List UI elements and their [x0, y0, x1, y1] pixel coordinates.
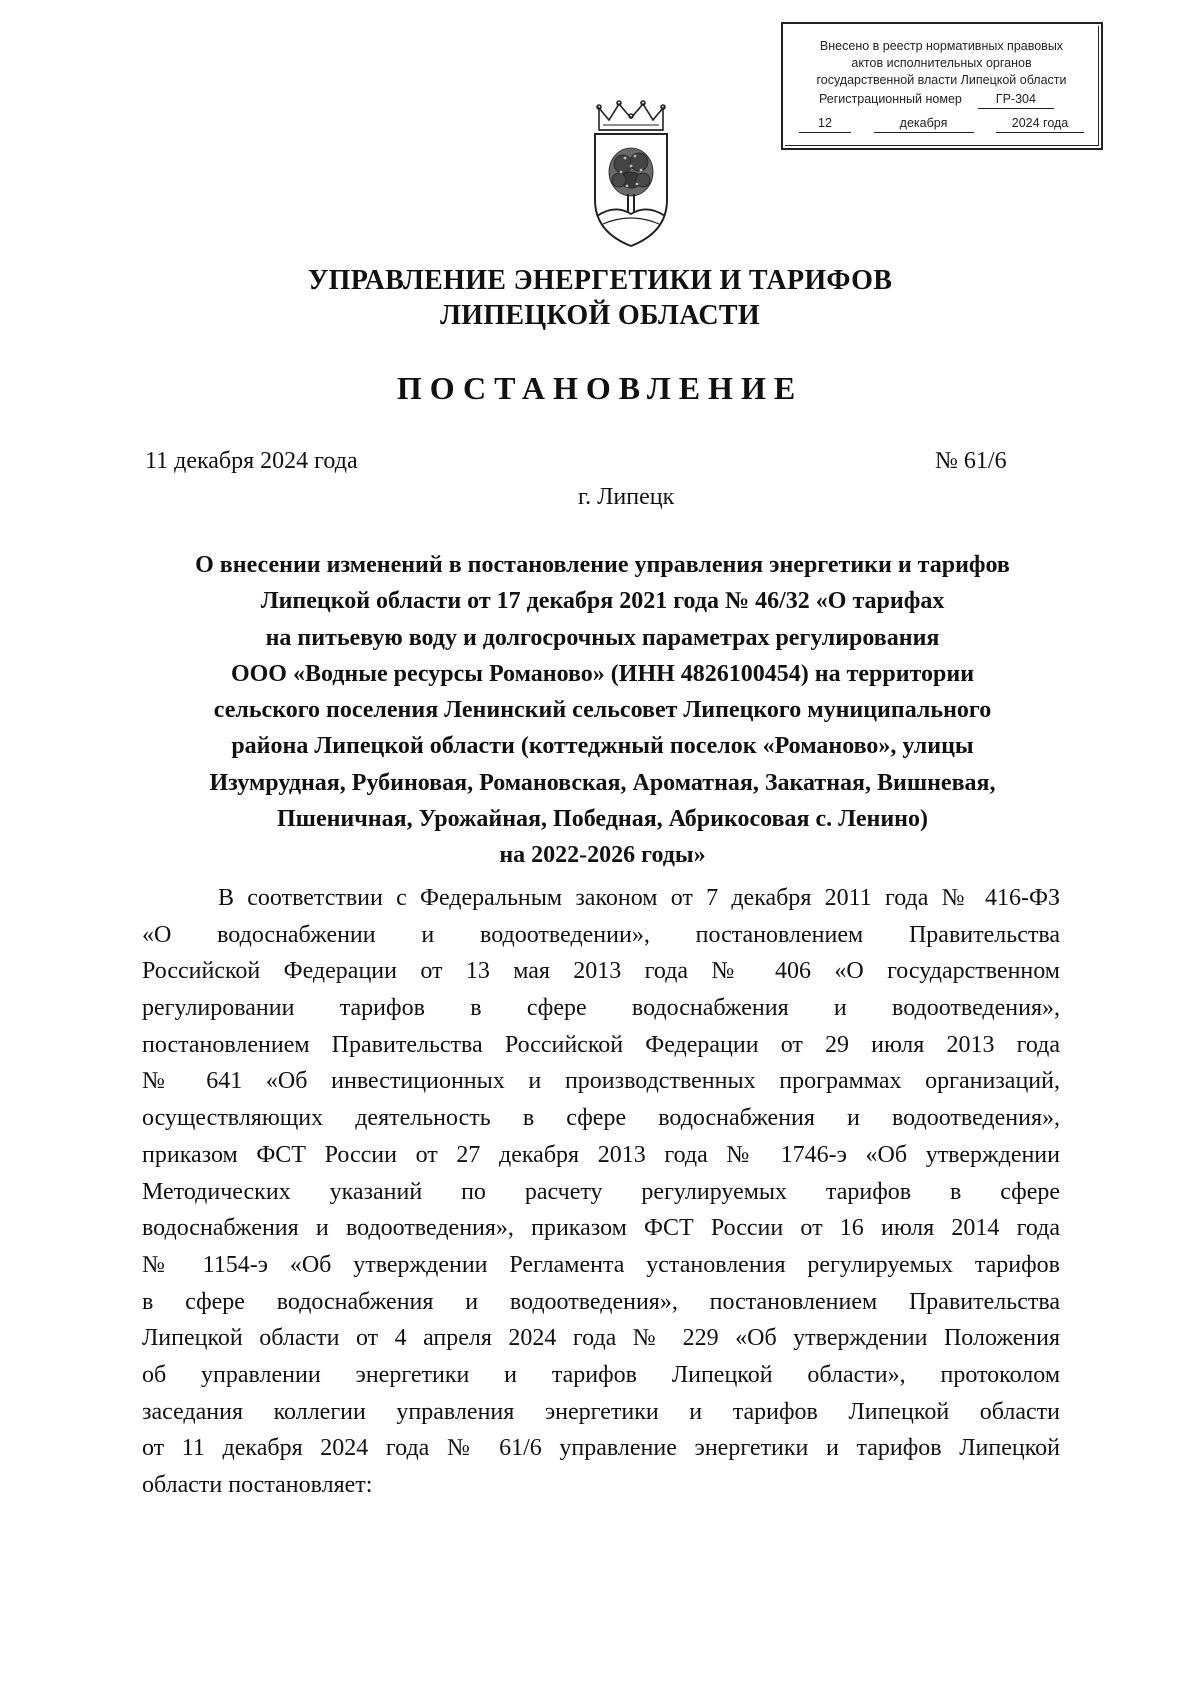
body-line: Липецкой области от 4 апреля 2024 года № 229 «Об утверждении Положения [142, 1325, 1060, 1352]
stamp-line-1: Внесено в реестр нормативных правовых [819, 39, 1064, 53]
organization-name-line-2: ЛИПЕЦКОЙ ОБЛАСТИ [440, 300, 760, 331]
stamp-day: 12 [799, 115, 851, 133]
stamp-registration-label: Регистрационный номер [819, 92, 962, 106]
body-line: приказом ФСТ России от 27 декабря 2013 года № 1746-э «Об утверждении [142, 1141, 1060, 1168]
body-line: об управлении энергетики и тарифов Липецкой области», протоколом [142, 1361, 1060, 1388]
stamp-date-row [785, 115, 1098, 133]
stamp-line-2: актов исполнительных органов [851, 56, 1032, 70]
body-line: от 11 декабря 2024 года № 61/6 управление энергетики и тарифов Липецкой [142, 1435, 1060, 1462]
body-line: области постановляет: [142, 1472, 373, 1498]
body-line: Российской Федерации от 13 мая 2013 года № 406 «О государственном [142, 958, 1060, 985]
registration-stamp-frame [785, 26, 1099, 146]
document-type-heading: ПОСТАНОВЛЕНИЕ [396, 370, 804, 406]
stamp-registration-row [785, 91, 1098, 109]
body-line: заседания коллегии управления энергетики и тарифов Липецкой области [142, 1398, 1060, 1425]
body-line: Методических указаний по расчету регулируемых тарифов в сфере [142, 1178, 1060, 1205]
document-title-line: Липецкой области от 17 декабря 2021 года № 46/32 «О тарифах [260, 588, 945, 615]
document-title-line: на питьевую воду и долгосрочных параметрах регулирования [265, 624, 940, 651]
body-line: № 641 «Об инвестиционных и производственных программах организаций, [142, 1068, 1060, 1095]
body-line: В соответствии с Федеральным законом от 7 декабря 2011 года № 416-ФЗ [218, 885, 1060, 911]
document-date: 11 декабря 2024 года [145, 448, 358, 474]
document-title-line: Пшеничная, Урожайная, Победная, Абрикосовая с. Ленино) [277, 806, 928, 833]
document-number: № 61/6 [935, 448, 1007, 474]
stamp-month: декабря [874, 115, 974, 133]
body-line: осуществляющих деятельность в сфере водоснабжения и водоотведения», [142, 1105, 1060, 1132]
document-city: г. Липецк [578, 484, 675, 510]
document-title-line: ООО «Водные ресурсы Романово» (ИНН 4826100454) на территории [230, 660, 975, 687]
document-title-line: района Липецкой области (коттеджный поселок «Романово», улицы [231, 733, 974, 760]
document-title-line: сельского поселения Ленинский сельсовет Липецкого муниципального [213, 697, 992, 724]
body-line: водоснабжения и водоотведения», приказом ФСТ России от 16 июля 2014 года [142, 1215, 1060, 1242]
body-line: № 1154-э «Об утверждении Регламента установления регулируемых тарифов [142, 1251, 1060, 1278]
document-body-paragraph [142, 880, 1060, 1504]
document-title-line: Изумрудная, Рубиновая, Романовская, Ароматная, Закатная, Вишневая, [209, 769, 996, 796]
body-line: «О водоснабжении и водоотведении», постановлением Правительства [142, 921, 1060, 948]
registration-stamp [781, 22, 1103, 150]
body-line: постановлением Правительства Российской Федерации от 29 июля 2013 года [142, 1031, 1060, 1058]
document-title-line: на 2022-2026 годы» [499, 842, 706, 869]
lipetsk-coat-of-arms-icon [585, 100, 677, 248]
stamp-line-3: государственной власти Липецкой области [816, 73, 1067, 87]
stamp-year: 2024 года [996, 115, 1084, 133]
body-line: регулировании тарифов в сфере водоснабжения и водоотведения», [142, 995, 1060, 1022]
body-line: в сфере водоснабжения и водоотведения», постановлением Правительства [142, 1288, 1060, 1315]
document-title [140, 547, 1065, 874]
stamp-registration-number: ГР-304 [978, 91, 1054, 109]
organization-name-line-1: УПРАВЛЕНИЕ ЭНЕРГЕТИКИ И ТАРИФОВ [307, 265, 893, 296]
document-title-line: О внесении изменений в постановление управления энергетики и тарифов [195, 552, 1010, 578]
